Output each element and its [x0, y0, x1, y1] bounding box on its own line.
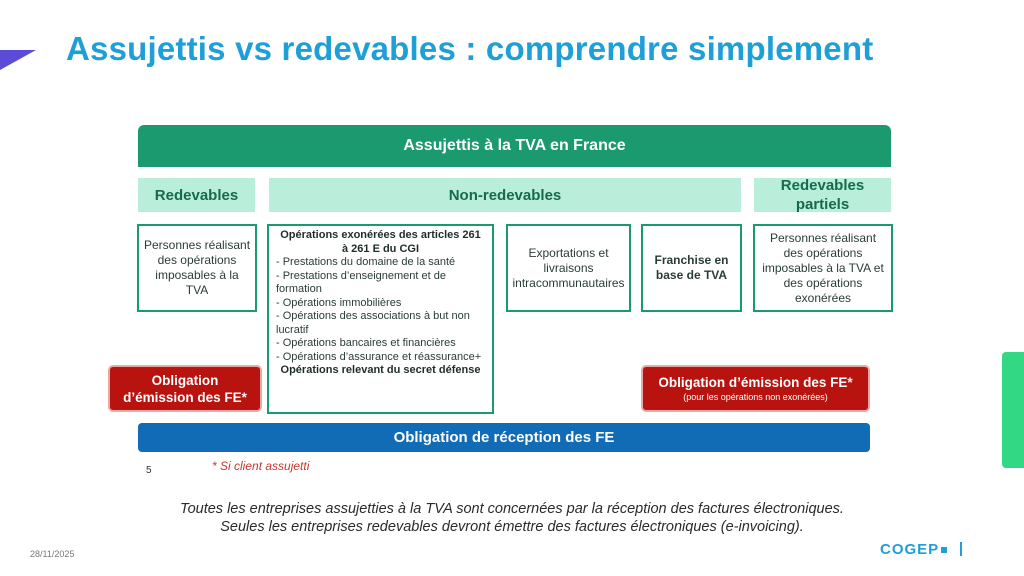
side-accent-bar	[1002, 352, 1024, 468]
box-exportations: Exportations et livraisons intracommunautaires	[506, 224, 631, 312]
exonerees-heading: Opérations exonérées des articles 261 à 261 E du CGI	[280, 229, 481, 255]
list-item: - Opérations d’assurance et réassurance+	[276, 350, 482, 363]
category-redevables: Redevables	[138, 178, 255, 212]
exonerees-list	[276, 256, 485, 364]
box-franchise: Franchise en base de TVA	[641, 224, 742, 312]
obligation-emission-left	[108, 365, 262, 412]
logo-square-icon	[941, 547, 947, 553]
obligation-reception-bar: Obligation de réception des FE	[138, 423, 870, 452]
header-bar: Assujettis à la TVA en France	[138, 125, 891, 167]
exonerees-footer: Opérations relevant du secret défense	[280, 364, 481, 376]
obligation-emission-left-label: Obligation d’émission des FE*	[123, 372, 247, 405]
box-redevables-partiels: Personnes réalisant des opérations imposables à la TVA et des opérations exonérées	[753, 224, 893, 312]
category-redevables-partiels: Redevables partiels	[754, 178, 891, 212]
slide-title: Assujettis vs redevables : comprendre simplement	[66, 30, 874, 67]
corner-triangle-decoration	[0, 50, 36, 88]
list-item: - Opérations immobilières	[276, 296, 402, 309]
footnote: * Si client assujetti	[212, 459, 310, 473]
summary-line: Toutes les entreprises assujetties à la TVA sont concernées par la réception des factures électroniques.	[180, 501, 844, 517]
list-item: - Opérations bancaires et financières	[276, 337, 456, 349]
category-non-redevables: Non-redevables	[269, 178, 741, 212]
summary-text	[0, 500, 1024, 536]
slide-date: 28/11/2025	[30, 549, 75, 559]
page-number: 5	[146, 465, 152, 476]
cogep-logo	[880, 541, 947, 558]
logo-text: COGEP	[880, 541, 940, 558]
box-redevables: Personnes réalisant des opérations imposables à la TVA	[137, 224, 257, 312]
list-item: - Prestations d’enseignement et de formation	[276, 269, 446, 295]
obligation-emission-right-note: (pour les opérations non exonérées)	[683, 392, 828, 402]
box-operations-exonerees	[267, 224, 494, 414]
summary-line: Seules les entreprises redevables devront émettre des factures électroniques (e-invoicing).	[220, 519, 804, 535]
logo-divider	[960, 542, 962, 556]
obligation-emission-right-label: Obligation d’émission des FE*	[658, 375, 853, 390]
list-item: - Opérations des associations à but non lucratif	[276, 310, 470, 336]
obligation-emission-right	[641, 365, 870, 412]
list-item: - Prestations du domaine de la santé	[276, 256, 456, 268]
